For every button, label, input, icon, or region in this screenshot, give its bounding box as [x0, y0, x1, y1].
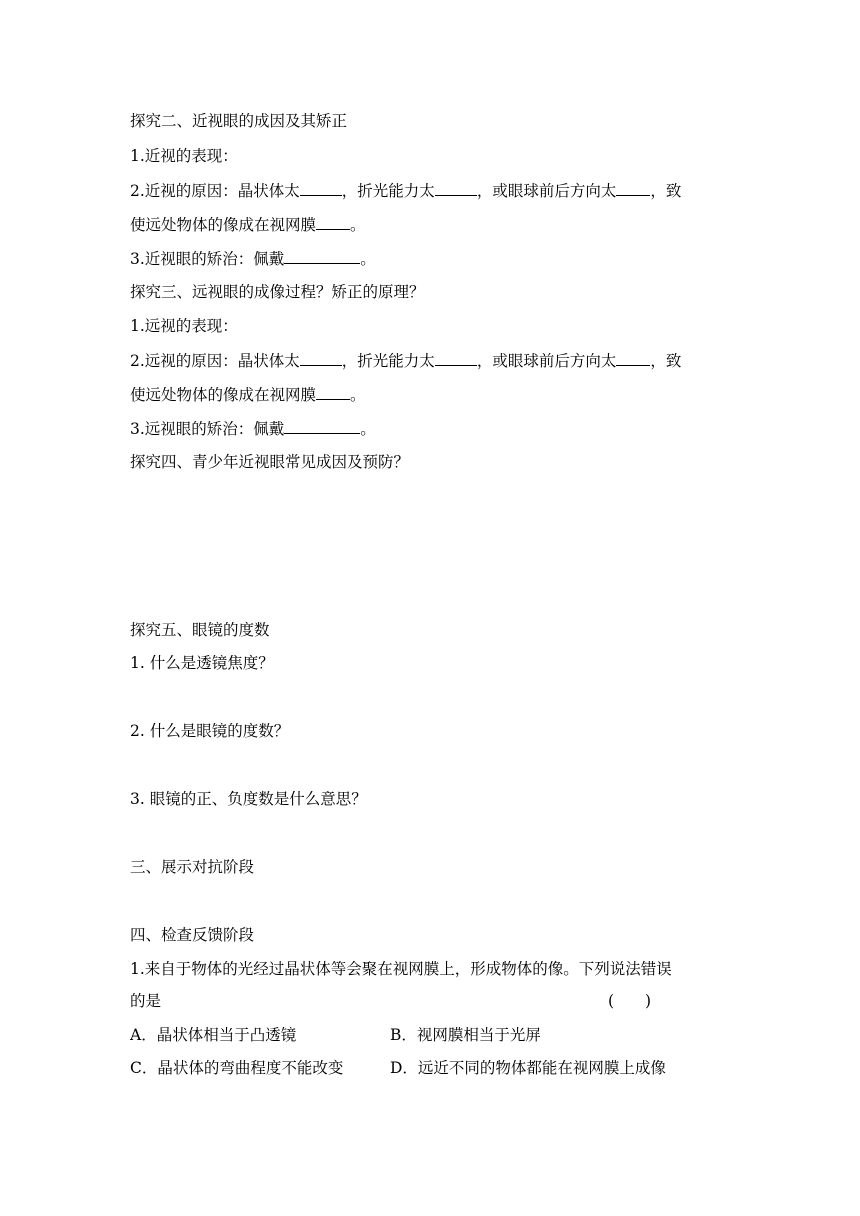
text: 2.近视的原因：晶状体太 [130, 182, 300, 200]
option-a: A．晶状体相当于凸透镜 [130, 1026, 297, 1044]
fill-blank [300, 180, 342, 196]
section-5-title: 探究五、眼镜的度数 [130, 621, 270, 639]
myopia-symptom-item: 1.近视的表现： [130, 147, 238, 165]
text: 3.远视眼的矫治：佩戴 [130, 420, 285, 438]
text: ，致 [650, 182, 682, 200]
fill-blank [316, 214, 350, 230]
myopia-correction-item [130, 248, 376, 269]
section-4-title: 探究四、青少年近视眼常见成因及预防？ [130, 453, 410, 471]
question-glasses-degree: 2. 什么是眼镜的度数？ [130, 722, 290, 740]
text: ，致 [650, 352, 682, 370]
option-b: B．视网膜相当于光屏 [390, 1026, 541, 1044]
text: 3.近视眼的矫治：佩戴 [130, 250, 285, 268]
text: ，折光能力太 [341, 182, 435, 200]
section-2-title: 探究二、近视眼的成因及其矫正 [130, 112, 348, 130]
fill-blank [435, 180, 477, 196]
myopia-cause-cont [130, 214, 366, 235]
fill-blank [284, 418, 360, 434]
stage-3-title: 三、展示对抗阶段 [130, 858, 255, 876]
hyperopia-cause-item [130, 350, 681, 371]
text: 。 [360, 420, 376, 438]
question-lens-power: 1. 什么是透镜焦度？ [130, 654, 274, 672]
fill-blank [300, 350, 342, 366]
text: 2.远视的原因：晶状体太 [130, 352, 300, 370]
text: 。 [350, 386, 366, 404]
text: ，或眼球前后方向太 [476, 182, 617, 200]
hyperopia-symptom-item: 1.远视的表现： [130, 317, 238, 335]
answer-parentheses: ( ) [608, 992, 652, 1010]
hyperopia-cause-cont [130, 384, 366, 405]
question-positive-negative: 3. 眼镜的正、负度数是什么意思？ [130, 790, 367, 808]
text: 的是 [130, 992, 162, 1010]
hyperopia-correction-item [130, 418, 376, 439]
text: 使远处物体的像成在视网膜 [130, 386, 317, 404]
option-d: D．远近不同的物体都能在视网膜上成像 [390, 1059, 666, 1077]
text: ，折光能力太 [341, 352, 435, 370]
fill-blank [616, 350, 650, 366]
text: 。 [360, 250, 376, 268]
option-c: C．晶状体的弯曲程度不能改变 [130, 1059, 344, 1077]
text: 。 [350, 216, 366, 234]
fill-blank [284, 248, 360, 264]
fill-blank [316, 384, 350, 400]
stage-4-title: 四、检查反馈阶段 [130, 926, 255, 944]
question-1-line1: 1.来自于物体的光经过晶状体等会聚在视网膜上，形成物体的像。下列说法错误 [130, 960, 672, 978]
section-3-title: 探究三、远视眼的成像过程？矫正的原理？ [130, 283, 425, 301]
text: 使远处物体的像成在视网膜 [130, 216, 317, 234]
text: ，或眼球前后方向太 [476, 352, 617, 370]
myopia-cause-item [130, 180, 681, 201]
fill-blank [616, 180, 650, 196]
fill-blank [435, 350, 477, 366]
